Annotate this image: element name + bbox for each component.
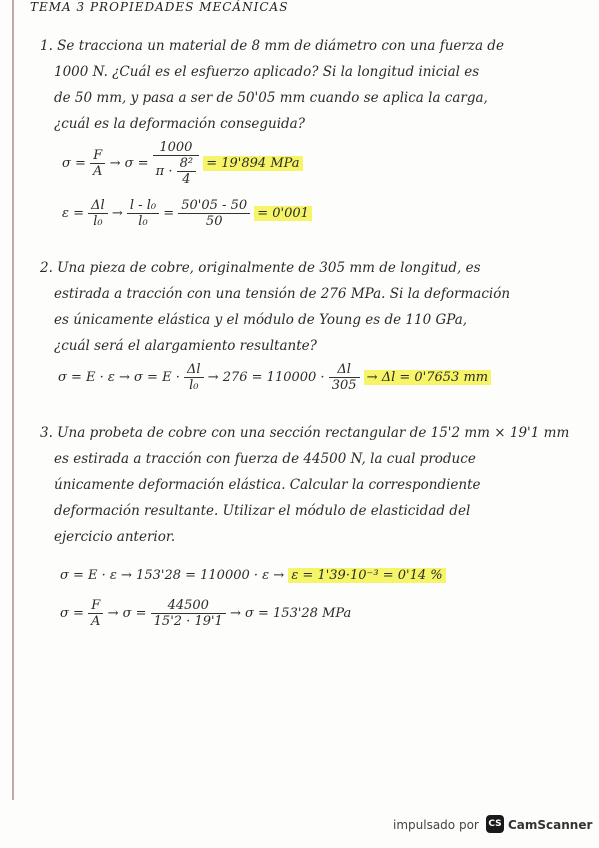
problem-1-equation-stress bbox=[62, 140, 303, 187]
problem-2-line-4: ¿cuál será el alargamiento resultante? bbox=[54, 338, 317, 354]
camscanner-brand: CamScanner bbox=[508, 818, 593, 832]
eq-den: A bbox=[93, 164, 103, 179]
problem-1-line-1: 1. Se tracciona un material de 8 mm de diámetro con una fuerza de bbox=[40, 38, 504, 54]
eq-num: Δl bbox=[184, 362, 204, 378]
eq-den: 50 bbox=[205, 214, 223, 229]
eq-symbol: ε = bbox=[62, 206, 85, 221]
eq-arrow: → σ = bbox=[109, 156, 149, 171]
eq-num: Δl bbox=[88, 198, 108, 214]
notebook-margin-line bbox=[12, 0, 14, 800]
eq-symbol: σ = bbox=[62, 156, 86, 171]
problem-1-line-4: ¿cuál es la deformación conseguida? bbox=[54, 116, 305, 132]
eq-fraction bbox=[178, 198, 250, 229]
problem-3-line-5: ejercicio anterior. bbox=[54, 529, 176, 545]
eq-fraction-d2-over-4 bbox=[177, 156, 196, 187]
eq-equals: = bbox=[163, 206, 175, 221]
eq-result-highlight: → Δl = 0'7653 mm bbox=[364, 370, 491, 385]
eq-den: 4 bbox=[182, 172, 191, 187]
eq-num: F bbox=[90, 148, 105, 164]
eq-num: 50'05 - 50 bbox=[178, 198, 250, 214]
problem-3-line-2: es estirada a tracción con fuerza de 44500 N, la cual produce bbox=[54, 451, 476, 467]
problem-3-equation-strain bbox=[60, 568, 446, 583]
eq-num: 44500 bbox=[151, 598, 226, 614]
problem-3-line-1: 3. Una probeta de cobre con una sección rectangular de 15'2 mm × 19'1 mm bbox=[40, 425, 570, 441]
eq-den: l₀ bbox=[189, 378, 199, 393]
eq-result-highlight: ε = 1'39·10⁻³ = 0'14 % bbox=[288, 568, 445, 583]
eq-num: F bbox=[88, 598, 103, 614]
eq-fraction bbox=[127, 198, 159, 229]
eq-den: l₀ bbox=[138, 214, 148, 229]
eq-text: σ = E · ε → σ = E · bbox=[58, 370, 180, 385]
eq-text: → 276 = 110000 · bbox=[207, 370, 325, 385]
problem-3-equation-stress bbox=[60, 598, 351, 629]
eq-num: 1000 bbox=[153, 140, 199, 156]
eq-fraction-f-over-a bbox=[90, 148, 105, 179]
footer-powered-by: impulsado por bbox=[393, 818, 479, 832]
problem-1-equation-strain bbox=[62, 198, 312, 229]
eq-symbol: σ = bbox=[60, 606, 84, 621]
eq-fraction bbox=[88, 598, 103, 629]
eq-den bbox=[153, 156, 199, 187]
eq-arrow: → bbox=[111, 206, 123, 221]
eq-arrow: → σ = bbox=[107, 606, 147, 621]
eq-result-highlight: = 19'894 MPa bbox=[203, 156, 302, 171]
eq-result-highlight: = 0'001 bbox=[254, 206, 312, 221]
eq-fraction bbox=[329, 362, 360, 393]
eq-num: 8² bbox=[177, 156, 196, 172]
eq-fraction bbox=[184, 362, 204, 393]
problem-2-line-3: es únicamente elástica y el módulo de Young es de 110 GPa, bbox=[54, 312, 468, 328]
problem-2-equation bbox=[58, 362, 491, 393]
page-header: TEMA 3 PROPIEDADES MECÁNICAS bbox=[30, 0, 289, 14]
problem-3-line-3: únicamente deformación elástica. Calcular la correspondiente bbox=[54, 477, 481, 493]
eq-num: Δl bbox=[329, 362, 360, 378]
eq-fraction bbox=[151, 598, 226, 629]
problem-3-line-4: deformación resultante. Utilizar el módulo de elasticidad del bbox=[54, 503, 471, 519]
eq-text: σ = E · ε → 153'28 = 110000 · ε → bbox=[60, 568, 285, 583]
eq-den: A bbox=[91, 614, 101, 629]
eq-result: → σ = 153'28 MPa bbox=[229, 606, 352, 621]
eq-den: 15'2 · 19'1 bbox=[153, 614, 223, 629]
eq-fraction bbox=[88, 198, 108, 229]
eq-den: 305 bbox=[331, 378, 357, 393]
eq-pi: π · bbox=[155, 164, 173, 179]
eq-fraction-force-over-area bbox=[153, 140, 199, 187]
problem-2-line-2: estirada a tracción con una tensión de 276 MPa. Si la deformación bbox=[54, 286, 511, 302]
eq-den: l₀ bbox=[93, 214, 103, 229]
camscanner-logo-icon: CS bbox=[486, 815, 504, 833]
eq-num: l - l₀ bbox=[127, 198, 159, 214]
problem-2-line-1: 2. Una pieza de cobre, originalmente de 305 mm de longitud, es bbox=[40, 260, 481, 276]
problem-1-line-2: 1000 N. ¿Cuál es el esfuerzo aplicado? Si la longitud inicial es bbox=[54, 64, 480, 80]
problem-1-line-3: de 50 mm, y pasa a ser de 50'05 mm cuando se aplica la carga, bbox=[54, 90, 488, 106]
